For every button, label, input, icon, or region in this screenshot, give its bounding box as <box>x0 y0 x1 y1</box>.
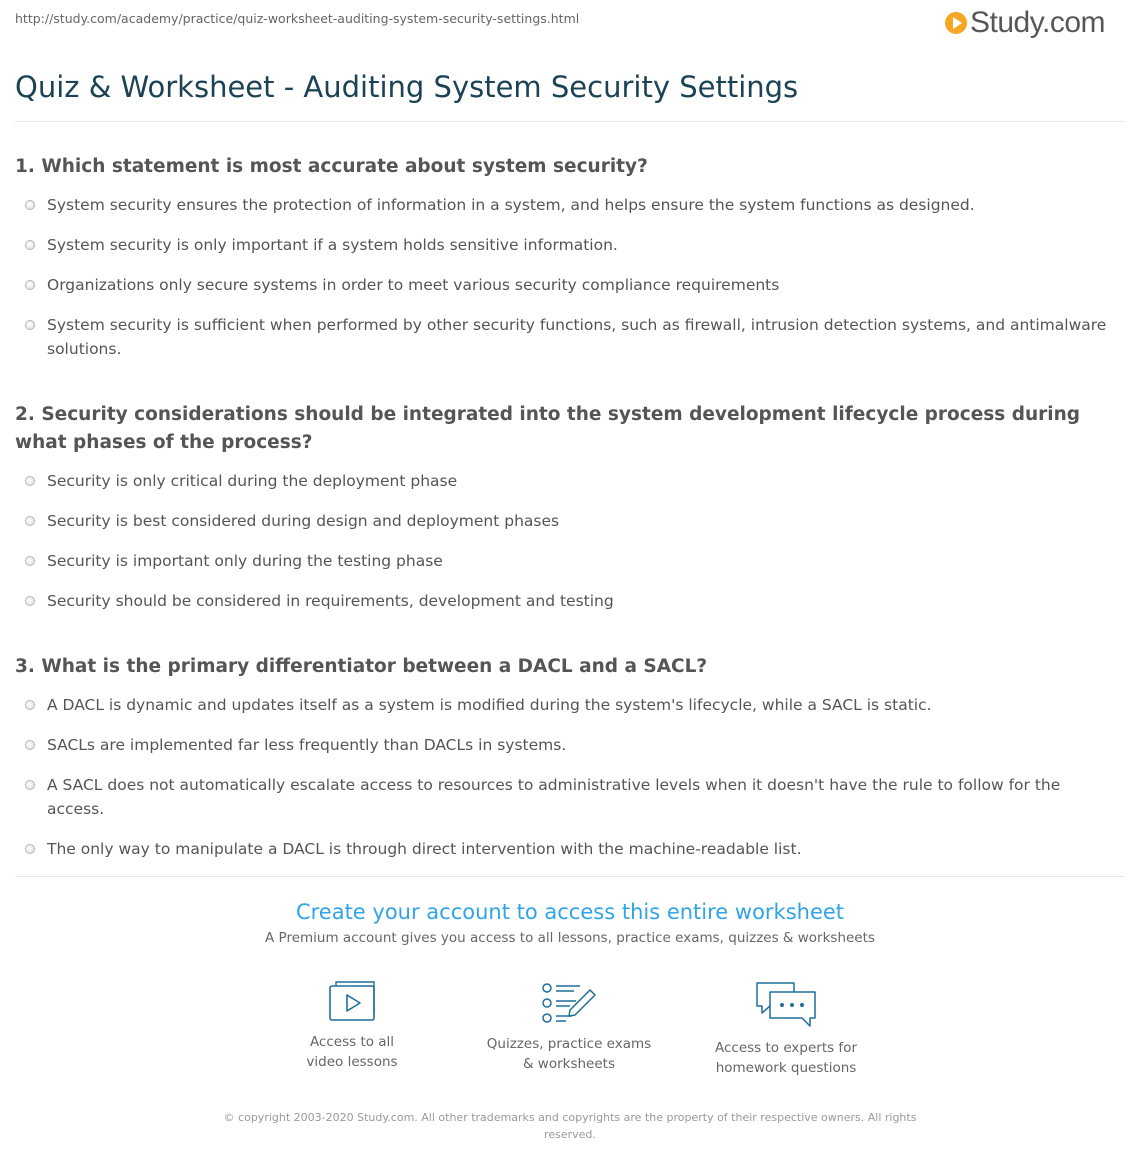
page-title: Quiz & Worksheet - Auditing System Security Settings <box>15 70 799 104</box>
option-label: Security is only critical during the deployment phase <box>47 472 458 490</box>
copyright-text: © copyright 2003-2020 Study.com. All other trademarks and copyrights are the property of their respective owners. All rights reserved. <box>223 1111 917 1141</box>
question-2 <box>15 401 1115 629</box>
answer-option[interactable] <box>15 469 1115 493</box>
video-lesson-icon <box>326 980 378 1024</box>
question-3 <box>15 653 1115 877</box>
option-label: System security ensures the protection of information in a system, and helps ensure the system functions as designed. <box>47 196 975 214</box>
option-label: Security is best considered during design and deployment phases <box>47 512 560 530</box>
feature-label: Quizzes, practice exams & worksheets <box>486 1036 652 1072</box>
answer-option[interactable] <box>15 773 1115 821</box>
option-label: A DACL is dynamic and updates itself as a system is modified during the system's lifecycle, while a SACL is static. <box>47 696 932 714</box>
radio-icon[interactable] <box>25 700 35 710</box>
radio-icon[interactable] <box>25 596 35 606</box>
feature-experts <box>686 980 886 1078</box>
radio-icon[interactable] <box>25 844 35 854</box>
radio-icon[interactable] <box>25 476 35 486</box>
question-text: 3. What is the primary differentiator between a DACL and a SACL? <box>15 656 708 677</box>
logo-text: Study.com <box>970 6 1105 39</box>
option-label: Security is important only during the testing phase <box>47 552 443 570</box>
answer-option[interactable] <box>15 509 1115 533</box>
question-text: 1. Which statement is most accurate about system security? <box>15 156 648 177</box>
option-label: Organizations only secure systems in order to meet various security compliance requirements <box>47 276 780 294</box>
feature-quizzes <box>469 980 669 1074</box>
radio-icon[interactable] <box>25 556 35 566</box>
answer-option[interactable] <box>15 193 1115 217</box>
chat-bubbles-icon <box>754 980 818 1030</box>
option-label: Security should be considered in requirements, development and testing <box>47 592 614 610</box>
option-label: The only way to manipulate a DACL is through direct intervention with the machine-readable list. <box>47 840 802 858</box>
page-url: http://study.com/academy/practice/quiz-worksheet-auditing-system-security-settings.html <box>15 11 580 26</box>
option-label: SACLs are implemented far less frequently than DACLs in systems. <box>47 736 567 754</box>
title-divider <box>15 121 1125 122</box>
answer-option[interactable] <box>15 273 1115 297</box>
answer-option[interactable] <box>15 693 1115 717</box>
answer-option[interactable] <box>15 837 1115 861</box>
answer-options <box>15 193 1115 361</box>
answer-option[interactable] <box>15 313 1115 361</box>
radio-icon[interactable] <box>25 200 35 210</box>
option-label: A SACL does not automatically escalate access to resources to administrative levels when it doesn't have the rule to follow for the access. <box>47 776 1061 818</box>
radio-icon[interactable] <box>25 740 35 750</box>
radio-icon[interactable] <box>25 320 35 330</box>
radio-icon[interactable] <box>25 516 35 526</box>
answer-option[interactable] <box>15 233 1115 257</box>
answer-options <box>15 469 1115 613</box>
radio-icon[interactable] <box>25 240 35 250</box>
quiz-checklist-icon <box>540 980 598 1026</box>
radio-icon[interactable] <box>25 780 35 790</box>
question-1 <box>15 153 1115 377</box>
answer-option[interactable] <box>15 549 1115 573</box>
create-account-link[interactable]: Create your account to access this entire worksheet <box>295 900 845 924</box>
answer-option[interactable] <box>15 589 1115 613</box>
question-text: 2. Security considerations should be integrated into the system development lifecycle process during what phases of the process? <box>15 404 1081 453</box>
play-logo-icon <box>945 12 967 34</box>
feature-label: Access to all video lessons <box>306 1034 398 1070</box>
cta-subtitle: A Premium account gives you access to all lessons, practice exams, quizzes & worksheets <box>265 930 875 946</box>
study-logo[interactable] <box>945 6 1105 40</box>
option-label: System security is sufficient when performed by other security functions, such as firewall, intrusion detection systems, and antimalware solutions. <box>47 316 1107 358</box>
feature-video-lessons <box>252 980 452 1072</box>
radio-icon[interactable] <box>25 280 35 290</box>
answer-option[interactable] <box>15 733 1115 757</box>
option-label: System security is only important if a system holds sensitive information. <box>47 236 618 254</box>
answer-options <box>15 693 1115 861</box>
section-divider <box>15 876 1125 877</box>
feature-label: Access to experts for homework questions <box>714 1040 857 1076</box>
